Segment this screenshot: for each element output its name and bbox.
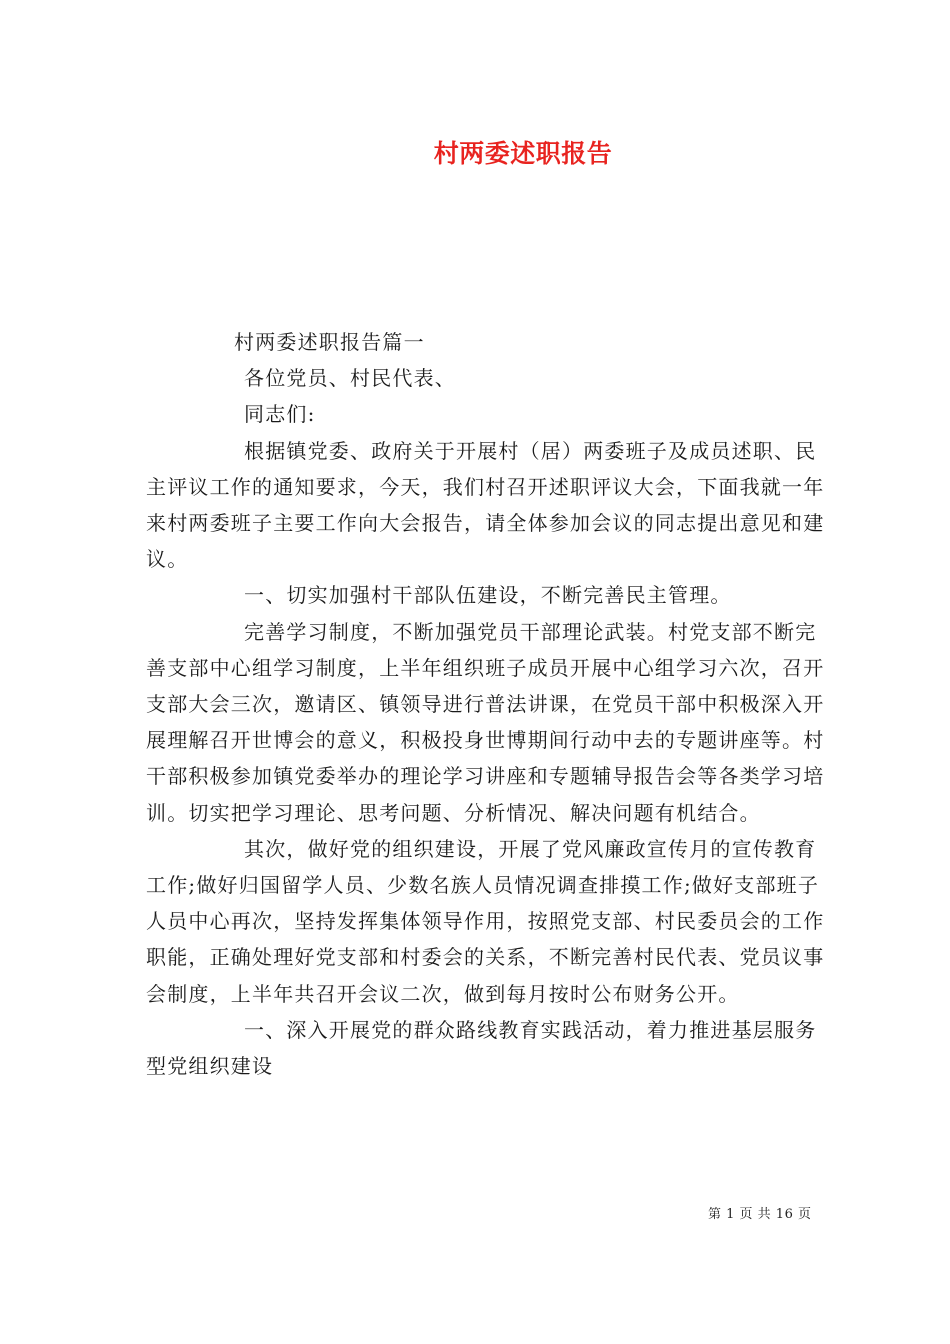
paragraph: 完善学习制度，不断加强党员干部理论武装。村党支部不断完善支部中心组学习制度，上半年组织班子成员开展中心组学习六次，召开支部大会三次，邀请区、镇领导进行普法讲课，在党员干部中积极深入开展理解召开世博会的意义，积极投身世博期间行动中去的专题讲座等。村干部积极参加镇党委举办的理论学习讲座和专题辅导报告会等各类学习培训。切实把学习理论、思考问题、分析情况、解决问题有机结合。 <box>146 619 825 825</box>
section-heading: 村两委述职报告篇一 <box>234 330 425 354</box>
salutation-line-2: 同志们: <box>244 402 316 427</box>
document-title: 村两委述职报告 <box>433 139 613 168</box>
paragraph: 一、切实加强村干部队伍建设，不断完善民主管理。 <box>244 583 732 608</box>
paragraph: 根据镇党委、政府关于开展村（居）两委班子及成员述职、民主评议工作的通知要求，今天，我们村召开述职评议大会，下面我就一年来村两委班子主要工作向大会报告，请全体参加会议的同志提出意见和建议。 <box>146 438 825 572</box>
paragraph: 一、深入开展党的群众路线教育实践活动，着力推进基层服务型党组织建设 <box>146 1017 817 1079</box>
paragraph: 其次，做好党的组织建设，开展了党风廉政宣传月的宣传教育工作;做好归国留学人员、少数名族人员情况调查排摸工作;做好支部班子人员中心再次，坚持发挥集体领导作用，按照党支部、村民委员会的工作职能，正确处理好党支部和村委会的关系，不断完善村民代表、党员议事会制度，上半年共召开会议二次，做到每月按时公布财务公开。 <box>146 836 825 1006</box>
salutation-line-1: 各位党员、村民代表、 <box>244 366 456 391</box>
document-body <box>146 324 826 1084</box>
page-footer: 第 1 页 共 16 页 <box>708 1207 812 1222</box>
